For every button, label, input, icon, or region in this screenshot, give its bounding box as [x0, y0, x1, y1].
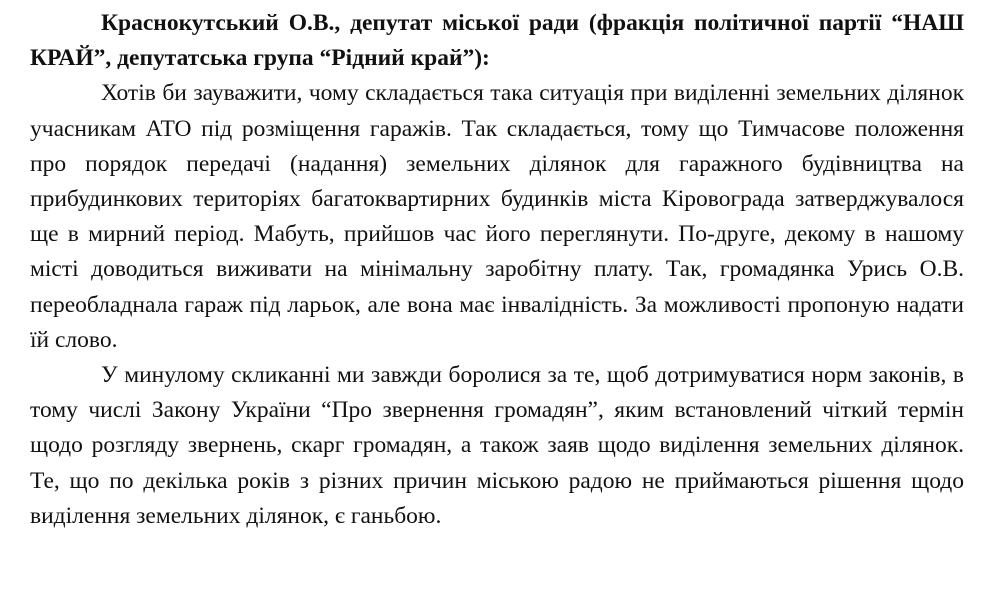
document-page [30, 6, 964, 534]
paragraph-1: Хотів би зауважити, чому складається така ситуація при виділенні земельних ділянок учасникам АТО під розміщення гаражів. Так складається, тому що Тимчасове положення про порядок передачі (надання) земельних ділянок для гаражного будівництва на прибудинкових територіях багатоквартирних будинків міста Кіровограда затверджувалося ще в мирний період. Мабуть, прийшов час його переглянути. По-друге, декому в нашому місті доводиться виживати на мінімальну заробітну плату. Так, громадянка Урись О.В. переобладнала гараж під ларьок, але вона має інвалідність. За можливості пропоную надати їй слово. [30, 80, 964, 353]
speaker-heading: Краснокутський О.В., депутат міської ради (фракція політичної партії “НАШ КРАЙ”, депутатська група “Рідний край”): [30, 10, 964, 72]
paragraph-2: У минулому скликанні ми завжди боролися за те, щоб дотримуватися норм законів, в тому числі Закону України “Про звернення громадян”, яким встановлений чіткий термін щодо розгляду звернень, скарг громадян, а також заяв щодо виділення земельних ділянок. Те, що по декілька років з різних причин міською радою не приймаються рішення щодо виділення земельних ділянок, є ганьбою. [30, 362, 964, 529]
